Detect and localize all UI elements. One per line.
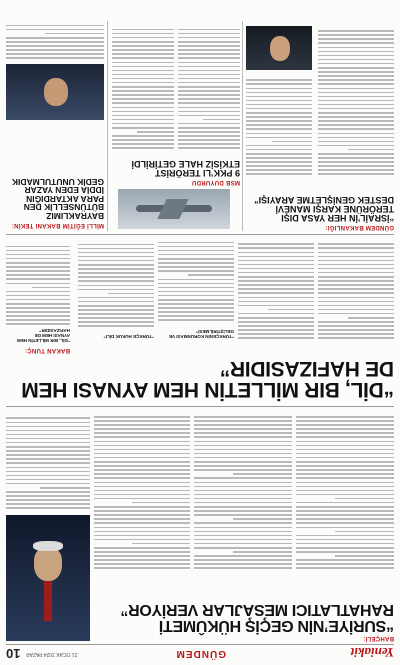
top-story-body-col4 xyxy=(6,413,90,509)
bottom-middle-photo xyxy=(118,189,230,229)
divider-top xyxy=(6,406,394,407)
divider-middle xyxy=(6,234,394,235)
bottom-right-headline: BAYRAKLIMIZ BÜTÜNSELLİK DEN PARA AKTARDIĞIN İDDİA EDEN YAZAR GEDİK UNUTULMADIK xyxy=(11,177,104,221)
bottom-middle-headline: 9 PKK’LI TERÖRİST ETKİSİZ HALE GETİRİLDİ xyxy=(131,159,240,178)
column-rule-2 xyxy=(107,21,108,231)
newspaper-logo: Yeniakit xyxy=(350,645,394,660)
top-story-headline: “SURİYE’NİN GEÇİŞ HÜKÛMETİ RAHATLATICI MESAJLAR VERİYOR” xyxy=(120,601,394,634)
bottom-middle-body-col2 xyxy=(112,23,174,149)
issue-date: 21 OCAK 2024 PAZAR xyxy=(26,651,78,657)
bottom-right-photo xyxy=(6,64,104,120)
middle-story-body-col5 xyxy=(6,239,70,325)
bottom-left-kicker: GÜNDEM BAKANLIĞI: xyxy=(325,224,394,230)
page-number: 10 xyxy=(6,646,21,661)
bottom-left-photo xyxy=(246,26,312,70)
middle-story-headline: “DİL, BIR MİLLETİN HEM AYNASI HEM DE HAFIZASIDIR” xyxy=(21,357,394,401)
middle-story-body xyxy=(318,239,394,339)
middle-story-subhead-0: “DİL, BIR MİLLETİN HEM AYNASI HEM DE HAFIZASIDIR” xyxy=(17,328,70,343)
top-story-body xyxy=(296,413,394,569)
top-story-photo xyxy=(6,515,90,641)
page-header xyxy=(6,644,394,661)
bottom-right-body xyxy=(6,21,104,59)
middle-story-body-col4 xyxy=(78,239,154,327)
middle-story-kicker: BAKAN TUNÇ: xyxy=(24,347,70,353)
bottom-right-kicker: MİLLİ EĞİTİM BAKANI TEKİN: xyxy=(11,222,104,228)
bottom-left-body xyxy=(318,25,394,175)
top-story-body-col3 xyxy=(94,413,190,569)
middle-story-subhead-2: “TÜRKÇE HUKUK DİLİ” xyxy=(103,334,154,339)
section-title: GÜNDEM xyxy=(175,648,226,659)
middle-story-body-col3 xyxy=(158,239,234,321)
bottom-left-body-col2 xyxy=(246,75,312,175)
top-story-kicker: BAHÇELİ: xyxy=(362,635,394,641)
middle-story-body-col2 xyxy=(238,239,314,339)
bottom-middle-kicker: MSB DUYURDU xyxy=(191,179,240,185)
top-story-body-col2 xyxy=(194,413,292,569)
column-rule-1 xyxy=(242,21,243,231)
bottom-middle-body xyxy=(178,23,240,149)
middle-story xyxy=(6,358,394,400)
bottom-left-headline: “İSRAİL’İN HER YASA DIŞI TERÖRÜNE KARŞI MANEVİ DESTEK GENİŞLETME ARAYIŞI” xyxy=(254,195,394,223)
middle-story-subhead-1: “TÜRKÇENİN KORUNMASI VE GELİŞTİRİLMESİ” xyxy=(168,329,234,339)
